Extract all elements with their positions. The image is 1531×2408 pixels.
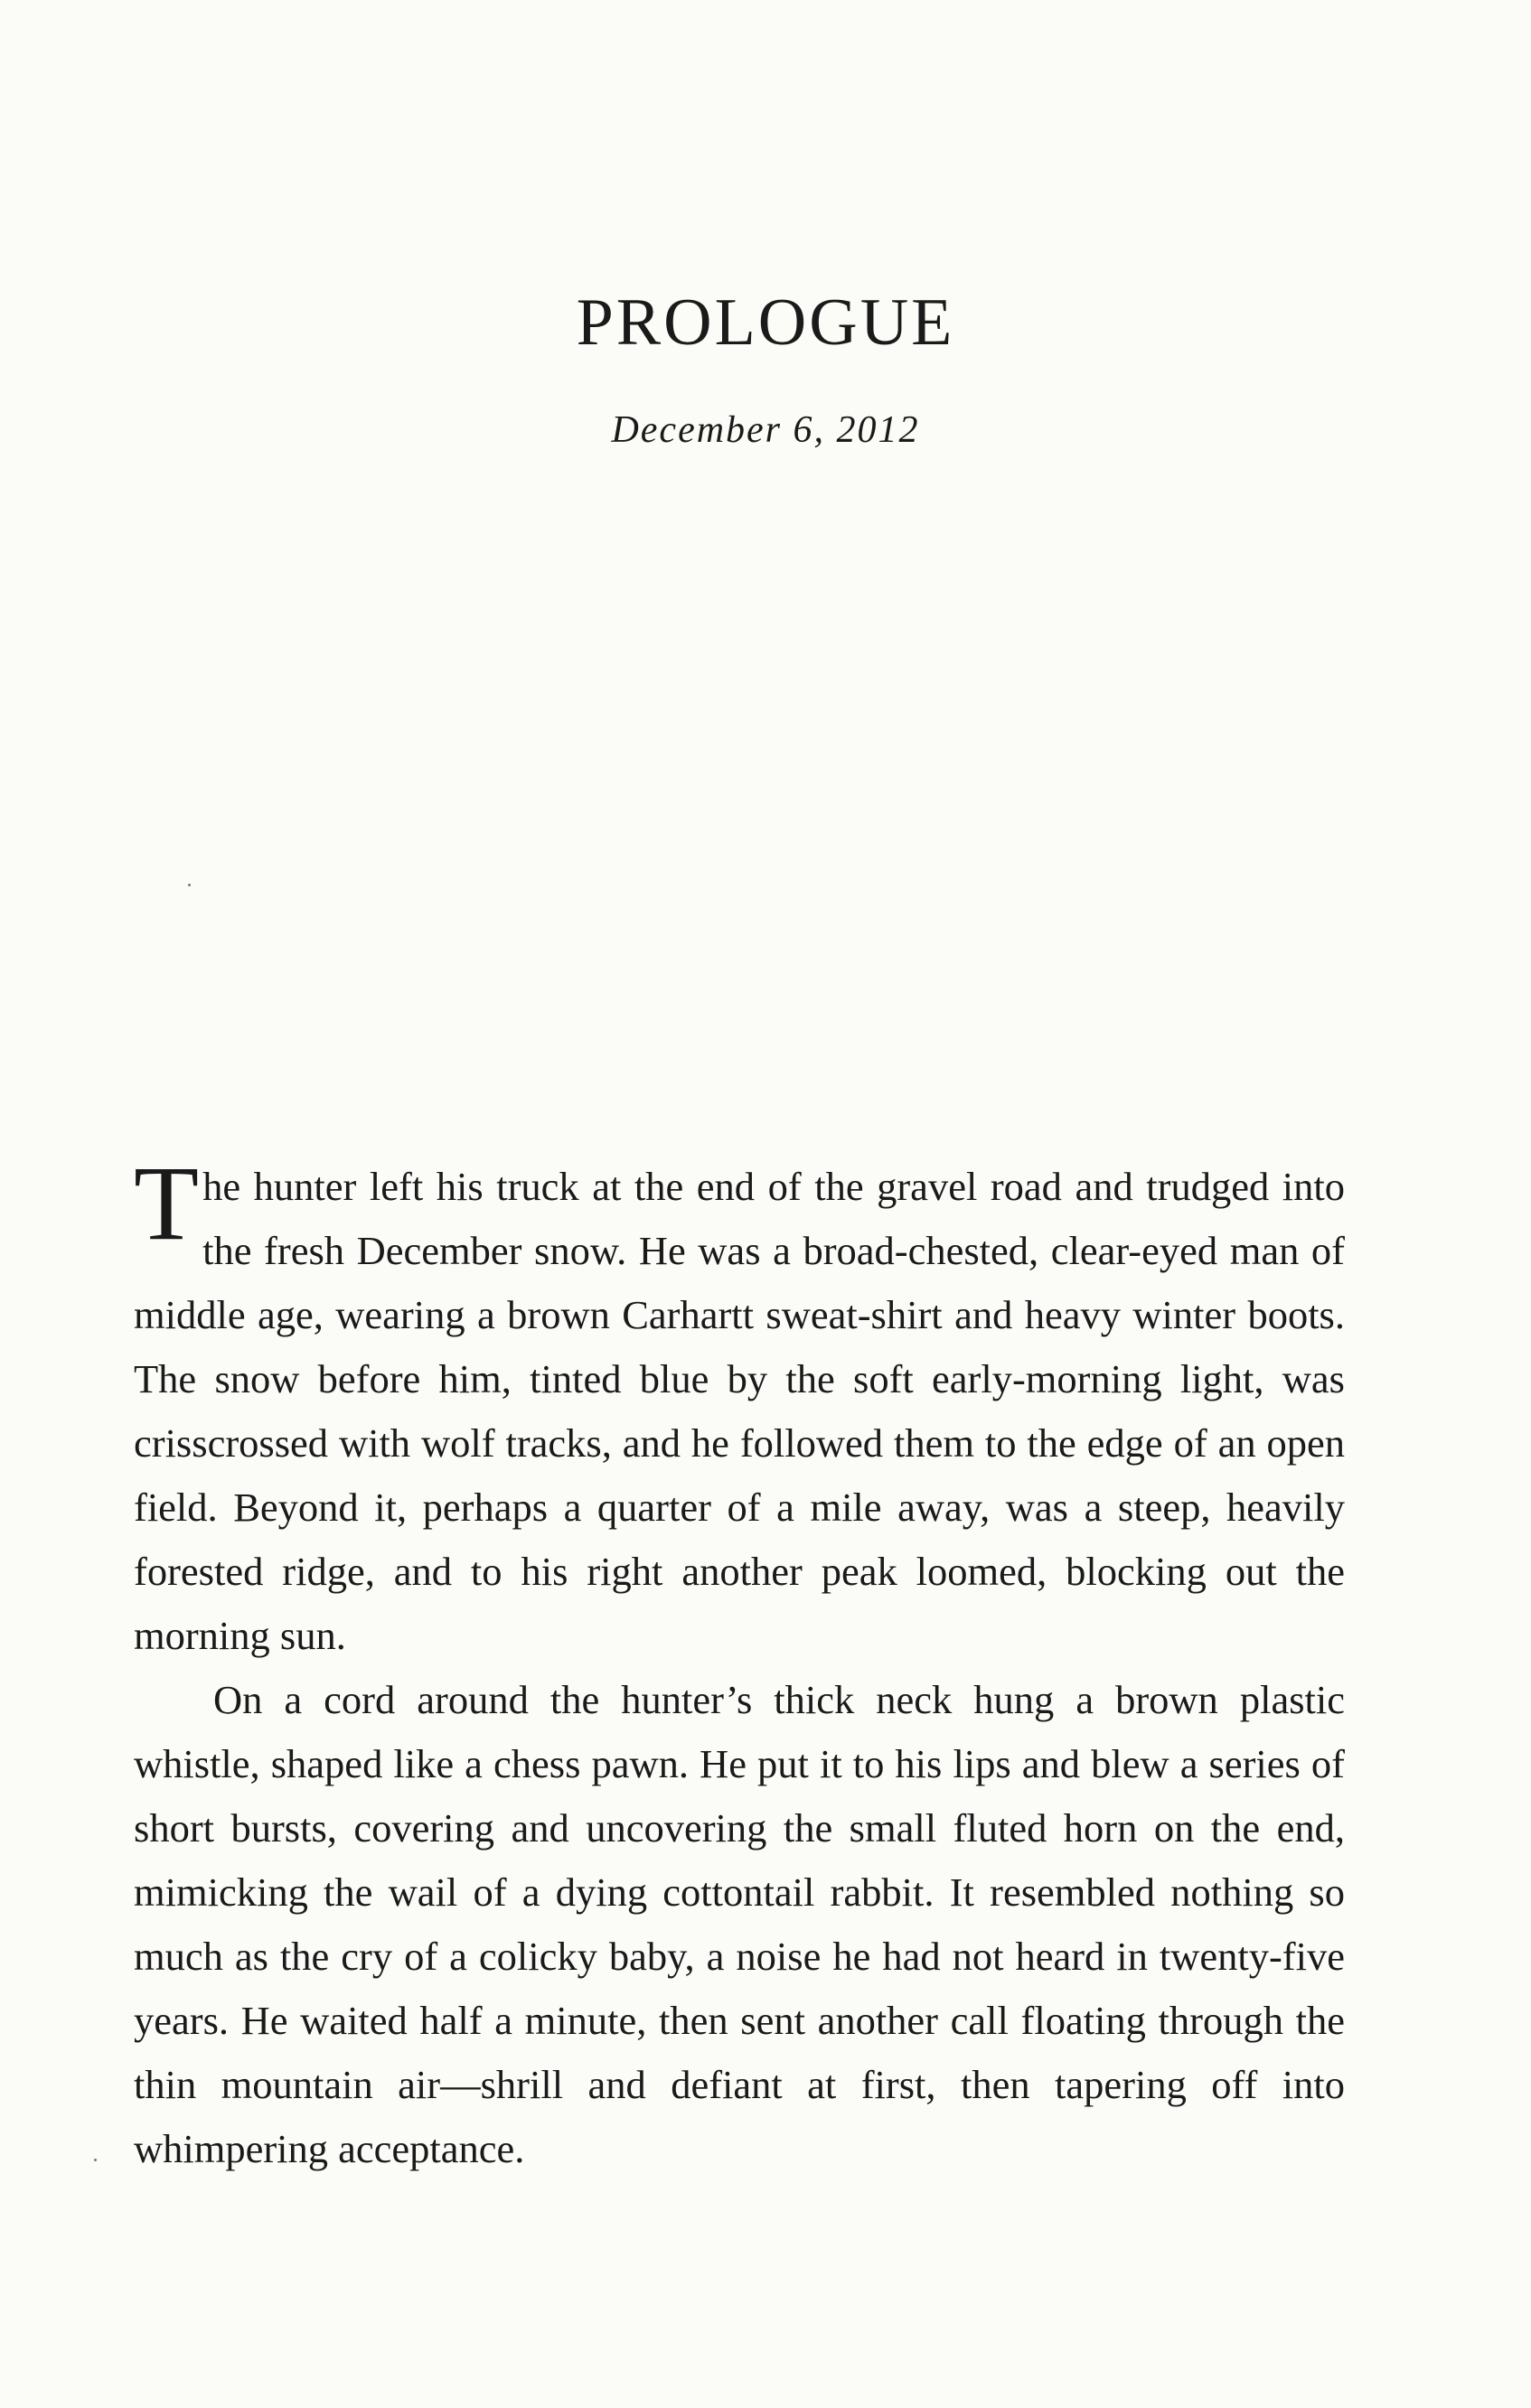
scan-speck: [94, 2159, 97, 2161]
paragraph-1-text: he hunter left his truck at the end of the gravel road and trudged into the fresh December snow. He was a broad-chested, clear-eyed man of middle age, wearing a brown Carhartt sweat-shirt and heavy winter boots. The snow before him, tinted blue by the soft early-morning light, was crisscrossed with wolf tracks, and he followed them to the edge of an open field. Beyond it, perhaps a quarter of a mile away, was a steep, heavily forested ridge, and to his right another peak loomed, blocking out the morning sun.: [134, 1164, 1345, 1658]
scan-speck: [188, 884, 191, 886]
chapter-title: PROLOGUE: [576, 286, 955, 360]
drop-cap: T: [134, 1144, 200, 1262]
paragraph-2: On a cord around the hunter’s thick neck hung a brown plastic whistle, shaped like a chess pawn. He put it to his lips and blew a series of short bursts, covering and uncovering the small fluted horn on the end, mimicking the wail of a dying cottontail rabbit. It resembled nothing so much as the cry of a colicky baby, a noise he had not heard in twenty-five years. He waited half a minute, then sent another call floating through the thin mountain air—shrill and defiant at first, then tapering off into whimpering acceptance.: [134, 1677, 1345, 2171]
body-text: [134, 1144, 1345, 2181]
paragraph-1: [134, 1144, 1345, 1668]
chapter-date: December 6, 2012: [611, 409, 920, 451]
